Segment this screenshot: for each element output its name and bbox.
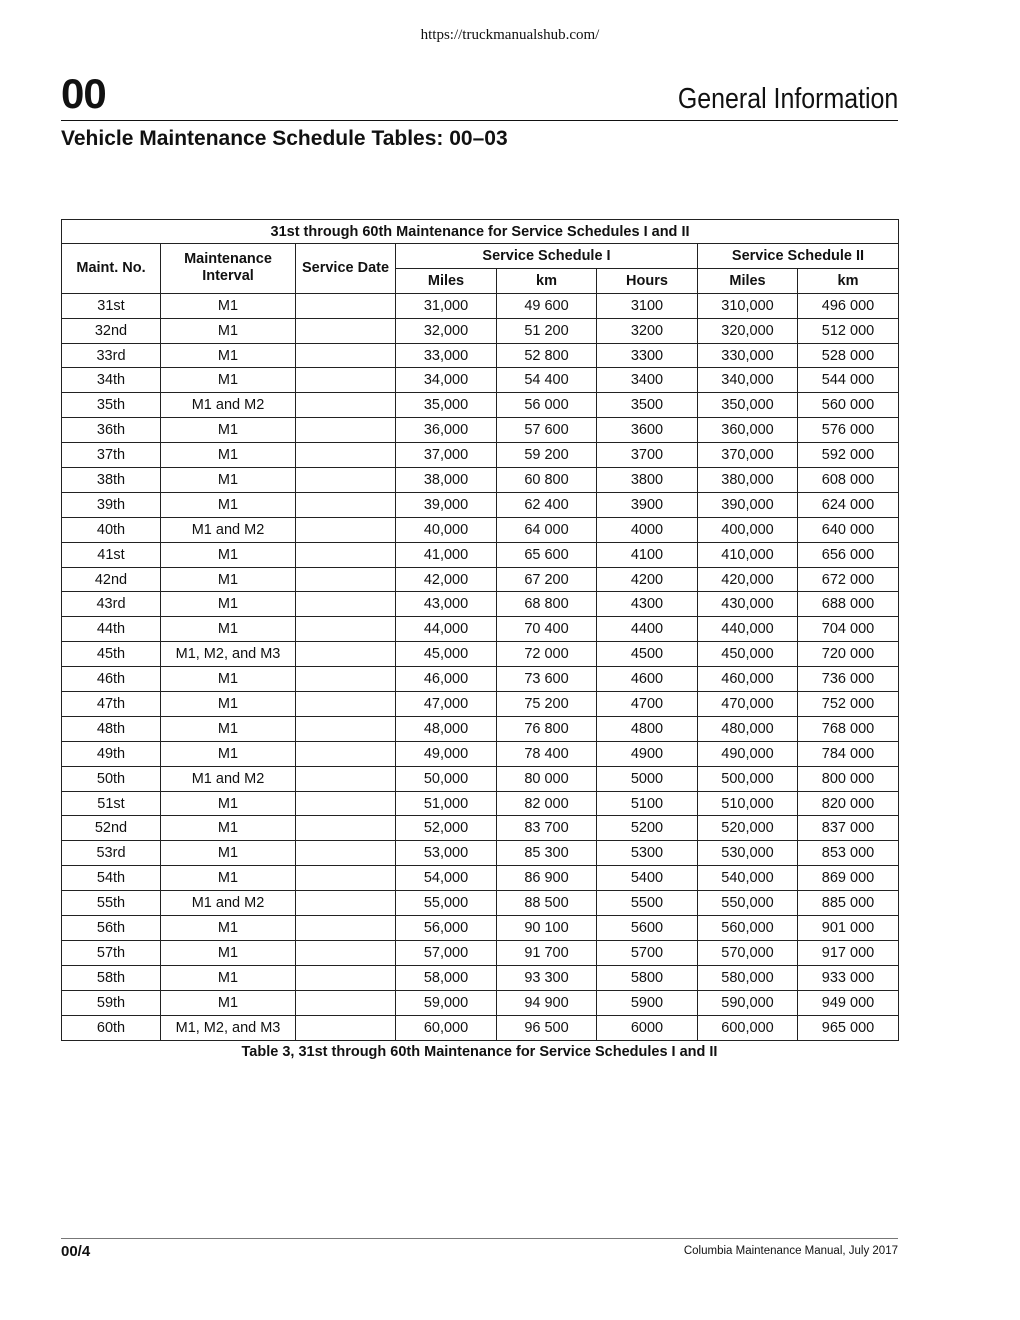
cell-s1-miles: 31,000 — [396, 293, 497, 318]
cell-s1-miles: 60,000 — [396, 1015, 497, 1040]
cell-s1-hours: 5700 — [597, 940, 698, 965]
cell-maint-no: 45th — [62, 642, 161, 667]
cell-s2-miles: 350,000 — [698, 393, 798, 418]
cell-maint-no: 36th — [62, 418, 161, 443]
table-row — [62, 791, 899, 816]
cell-s1-km: 82 000 — [497, 791, 597, 816]
table-row — [62, 443, 899, 468]
cell-interval: M1 — [161, 492, 296, 517]
cell-s2-km: 901 000 — [798, 916, 899, 941]
table-row — [62, 716, 899, 741]
table-row — [62, 741, 899, 766]
cell-service-date — [296, 816, 396, 841]
cell-s2-km: 704 000 — [798, 617, 899, 642]
cell-s1-hours: 4200 — [597, 567, 698, 592]
table-row — [62, 841, 899, 866]
cell-s1-miles: 41,000 — [396, 542, 497, 567]
cell-service-date — [296, 393, 396, 418]
cell-interval: M1 — [161, 940, 296, 965]
cell-s1-hours: 3300 — [597, 343, 698, 368]
cell-s1-miles: 47,000 — [396, 692, 497, 717]
cell-s1-km: 52 800 — [497, 343, 597, 368]
cell-s1-miles: 56,000 — [396, 916, 497, 941]
cell-s1-hours: 5100 — [597, 791, 698, 816]
cell-interval: M1 — [161, 617, 296, 642]
cell-s1-miles: 58,000 — [396, 965, 497, 990]
cell-maint-no: 33rd — [62, 343, 161, 368]
cell-service-date — [296, 617, 396, 642]
table-row — [62, 667, 899, 692]
cell-service-date — [296, 741, 396, 766]
cell-maint-no: 58th — [62, 965, 161, 990]
cell-s1-miles: 57,000 — [396, 940, 497, 965]
cell-service-date — [296, 368, 396, 393]
cell-service-date — [296, 418, 396, 443]
cell-s1-hours: 4400 — [597, 617, 698, 642]
cell-service-date — [296, 293, 396, 318]
cell-s2-km: 528 000 — [798, 343, 899, 368]
cell-interval: M1 — [161, 542, 296, 567]
cell-service-date — [296, 542, 396, 567]
cell-s2-km: 768 000 — [798, 716, 899, 741]
cell-maint-no: 43rd — [62, 592, 161, 617]
cell-s2-km: 640 000 — [798, 517, 899, 542]
table-row — [62, 567, 899, 592]
cell-s1-km: 62 400 — [497, 492, 597, 517]
cell-s1-km: 67 200 — [497, 567, 597, 592]
cell-s1-miles: 33,000 — [396, 343, 497, 368]
cell-s2-km: 752 000 — [798, 692, 899, 717]
header-service-schedule-2: Service Schedule II — [698, 244, 899, 269]
page-number: 00/4 — [61, 1243, 91, 1260]
cell-s1-miles: 54,000 — [396, 866, 497, 891]
table-row — [62, 816, 899, 841]
cell-s2-km: 608 000 — [798, 468, 899, 493]
cell-s1-km: 94 900 — [497, 990, 597, 1015]
cell-s1-km: 93 300 — [497, 965, 597, 990]
cell-service-date — [296, 692, 396, 717]
table-row — [62, 1015, 899, 1040]
cell-interval: M1 — [161, 343, 296, 368]
cell-s2-miles: 600,000 — [698, 1015, 798, 1040]
cell-s1-hours: 6000 — [597, 1015, 698, 1040]
cell-interval: M1 — [161, 866, 296, 891]
maintenance-schedule-table — [61, 219, 899, 1041]
header-s1-hours: Hours — [597, 268, 698, 293]
cell-s1-hours: 5800 — [597, 965, 698, 990]
cell-s1-km: 76 800 — [497, 716, 597, 741]
table-row — [62, 642, 899, 667]
cell-s1-miles: 40,000 — [396, 517, 497, 542]
cell-s2-miles: 480,000 — [698, 716, 798, 741]
cell-interval: M1, M2, and M3 — [161, 1015, 296, 1040]
cell-s1-miles: 46,000 — [396, 667, 497, 692]
cell-service-date — [296, 667, 396, 692]
cell-s2-miles: 410,000 — [698, 542, 798, 567]
header-s1-km: km — [497, 268, 597, 293]
cell-interval: M1 — [161, 692, 296, 717]
cell-service-date — [296, 567, 396, 592]
cell-s2-km: 853 000 — [798, 841, 899, 866]
cell-maint-no: 35th — [62, 393, 161, 418]
cell-s2-km: 672 000 — [798, 567, 899, 592]
table-row — [62, 617, 899, 642]
table-row — [62, 891, 899, 916]
cell-s2-km: 592 000 — [798, 443, 899, 468]
cell-service-date — [296, 343, 396, 368]
cell-s2-miles: 440,000 — [698, 617, 798, 642]
cell-maint-no: 57th — [62, 940, 161, 965]
cell-interval: M1 — [161, 318, 296, 343]
cell-s1-km: 88 500 — [497, 891, 597, 916]
table-caption: Table 3, 31st through 60th Maintenance for Service Schedules I and II — [241, 1044, 718, 1060]
cell-service-date — [296, 965, 396, 990]
cell-s1-hours: 4300 — [597, 592, 698, 617]
cell-service-date — [296, 940, 396, 965]
cell-s2-miles: 420,000 — [698, 567, 798, 592]
cell-maint-no: 40th — [62, 517, 161, 542]
cell-s1-km: 54 400 — [497, 368, 597, 393]
cell-s2-miles: 380,000 — [698, 468, 798, 493]
cell-s2-km: 820 000 — [798, 791, 899, 816]
cell-maint-no: 38th — [62, 468, 161, 493]
header-service-date: Service Date — [296, 244, 396, 294]
table-row — [62, 368, 899, 393]
cell-s1-km: 49 600 — [497, 293, 597, 318]
cell-s2-miles: 520,000 — [698, 816, 798, 841]
cell-s2-km: 576 000 — [798, 418, 899, 443]
cell-maint-no: 39th — [62, 492, 161, 517]
cell-maint-no: 50th — [62, 766, 161, 791]
cell-interval: M1 — [161, 791, 296, 816]
cell-maint-no: 41st — [62, 542, 161, 567]
cell-maint-no: 46th — [62, 667, 161, 692]
cell-s1-miles: 53,000 — [396, 841, 497, 866]
cell-s1-miles: 37,000 — [396, 443, 497, 468]
cell-maint-no: 53rd — [62, 841, 161, 866]
cell-interval: M1 — [161, 567, 296, 592]
cell-interval: M1 — [161, 841, 296, 866]
table-row — [62, 766, 899, 791]
cell-service-date — [296, 443, 396, 468]
cell-s1-km: 75 200 — [497, 692, 597, 717]
cell-s1-miles: 36,000 — [396, 418, 497, 443]
cell-maint-no: 44th — [62, 617, 161, 642]
cell-s1-km: 57 600 — [497, 418, 597, 443]
cell-s2-miles: 340,000 — [698, 368, 798, 393]
cell-s2-miles: 430,000 — [698, 592, 798, 617]
footer-rule — [61, 1238, 898, 1239]
cell-interval: M1 — [161, 418, 296, 443]
cell-s2-miles: 320,000 — [698, 318, 798, 343]
cell-s2-km: 949 000 — [798, 990, 899, 1015]
cell-s1-hours: 5200 — [597, 816, 698, 841]
cell-maint-no: 42nd — [62, 567, 161, 592]
header-maintenance-interval: Maintenance Interval — [161, 244, 296, 294]
cell-s1-hours: 5400 — [597, 866, 698, 891]
header-s2-km: km — [798, 268, 899, 293]
cell-service-date — [296, 791, 396, 816]
cell-maint-no: 34th — [62, 368, 161, 393]
cell-service-date — [296, 642, 396, 667]
header-s1-miles: Miles — [396, 268, 497, 293]
table-row — [62, 492, 899, 517]
cell-maint-no: 52nd — [62, 816, 161, 841]
cell-s2-km: 720 000 — [798, 642, 899, 667]
cell-s1-miles: 38,000 — [396, 468, 497, 493]
cell-s1-miles: 52,000 — [396, 816, 497, 841]
page-subtitle: Vehicle Maintenance Schedule Tables: 00–03 — [61, 127, 508, 150]
cell-s2-km: 560 000 — [798, 393, 899, 418]
cell-s1-hours: 4700 — [597, 692, 698, 717]
cell-s2-miles: 490,000 — [698, 741, 798, 766]
cell-s1-hours: 3500 — [597, 393, 698, 418]
table-row — [62, 940, 899, 965]
cell-service-date — [296, 916, 396, 941]
table-row — [62, 517, 899, 542]
cell-s1-miles: 32,000 — [396, 318, 497, 343]
cell-s1-km: 91 700 — [497, 940, 597, 965]
cell-service-date — [296, 866, 396, 891]
cell-s1-km: 65 600 — [497, 542, 597, 567]
section-title: General Information — [677, 83, 898, 115]
cell-maint-no: 37th — [62, 443, 161, 468]
table-title: 31st through 60th Maintenance for Service Schedules I and II — [62, 220, 899, 244]
cell-s2-miles: 550,000 — [698, 891, 798, 916]
cell-s1-hours: 4100 — [597, 542, 698, 567]
cell-maint-no: 31st — [62, 293, 161, 318]
cell-interval: M1 and M2 — [161, 517, 296, 542]
table-row — [62, 592, 899, 617]
table-row — [62, 990, 899, 1015]
cell-service-date — [296, 318, 396, 343]
table-row — [62, 965, 899, 990]
cell-s2-km: 965 000 — [798, 1015, 899, 1040]
cell-maint-no: 49th — [62, 741, 161, 766]
table-row — [62, 916, 899, 941]
header-maint-no: Maint. No. — [62, 244, 161, 294]
cell-interval: M1, M2, and M3 — [161, 642, 296, 667]
cell-s1-hours: 5300 — [597, 841, 698, 866]
cell-s2-km: 544 000 — [798, 368, 899, 393]
cell-s1-km: 72 000 — [497, 642, 597, 667]
cell-s2-km: 736 000 — [798, 667, 899, 692]
cell-s2-miles: 560,000 — [698, 916, 798, 941]
cell-s1-miles: 55,000 — [396, 891, 497, 916]
cell-s2-miles: 460,000 — [698, 667, 798, 692]
cell-service-date — [296, 1015, 396, 1040]
cell-s2-miles: 360,000 — [698, 418, 798, 443]
cell-s1-km: 56 000 — [497, 393, 597, 418]
cell-s1-miles: 49,000 — [396, 741, 497, 766]
cell-maint-no: 59th — [62, 990, 161, 1015]
cell-s1-miles: 42,000 — [396, 567, 497, 592]
cell-s2-miles: 590,000 — [698, 990, 798, 1015]
cell-s1-miles: 39,000 — [396, 492, 497, 517]
cell-maint-no: 60th — [62, 1015, 161, 1040]
cell-s1-km: 90 100 — [497, 916, 597, 941]
cell-s1-miles: 44,000 — [396, 617, 497, 642]
cell-s1-hours: 4900 — [597, 741, 698, 766]
cell-s2-miles: 330,000 — [698, 343, 798, 368]
cell-s2-miles: 510,000 — [698, 791, 798, 816]
table-row — [62, 318, 899, 343]
cell-s2-km: 933 000 — [798, 965, 899, 990]
cell-s1-miles: 35,000 — [396, 393, 497, 418]
cell-s1-hours: 5600 — [597, 916, 698, 941]
cell-s1-hours: 3900 — [597, 492, 698, 517]
source-url[interactable]: https://truckmanualshub.com/ — [420, 27, 600, 43]
cell-interval: M1 — [161, 816, 296, 841]
table-row — [62, 393, 899, 418]
cell-s1-hours: 4600 — [597, 667, 698, 692]
cell-s2-miles: 370,000 — [698, 443, 798, 468]
cell-s2-miles: 570,000 — [698, 940, 798, 965]
cell-s2-miles: 530,000 — [698, 841, 798, 866]
cell-s1-miles: 59,000 — [396, 990, 497, 1015]
manual-title: Columbia Maintenance Manual, July 2017 — [683, 1245, 898, 1257]
cell-s1-miles: 43,000 — [396, 592, 497, 617]
cell-s1-hours: 5000 — [597, 766, 698, 791]
cell-interval: M1 — [161, 716, 296, 741]
cell-s2-miles: 470,000 — [698, 692, 798, 717]
cell-s2-km: 496 000 — [798, 293, 899, 318]
cell-maint-no: 32nd — [62, 318, 161, 343]
table-row — [62, 293, 899, 318]
cell-s2-km: 688 000 — [798, 592, 899, 617]
cell-s1-hours: 3600 — [597, 418, 698, 443]
cell-interval: M1 and M2 — [161, 766, 296, 791]
cell-interval: M1 — [161, 443, 296, 468]
cell-s2-miles: 450,000 — [698, 642, 798, 667]
header-s2-miles: Miles — [698, 268, 798, 293]
table-body — [62, 293, 899, 1040]
cell-s2-miles: 400,000 — [698, 517, 798, 542]
cell-s1-km: 86 900 — [497, 866, 597, 891]
cell-s1-hours: 4000 — [597, 517, 698, 542]
cell-s2-miles: 540,000 — [698, 866, 798, 891]
cell-s1-km: 80 000 — [497, 766, 597, 791]
cell-s2-km: 512 000 — [798, 318, 899, 343]
cell-s1-miles: 51,000 — [396, 791, 497, 816]
cell-s2-km: 800 000 — [798, 766, 899, 791]
cell-service-date — [296, 468, 396, 493]
cell-interval: M1 — [161, 667, 296, 692]
cell-service-date — [296, 841, 396, 866]
table-row — [62, 343, 899, 368]
cell-service-date — [296, 492, 396, 517]
table-row — [62, 692, 899, 717]
cell-s2-km: 885 000 — [798, 891, 899, 916]
cell-maint-no: 48th — [62, 716, 161, 741]
cell-interval: M1 — [161, 965, 296, 990]
cell-s1-km: 96 500 — [497, 1015, 597, 1040]
cell-maint-no: 56th — [62, 916, 161, 941]
cell-s2-km: 784 000 — [798, 741, 899, 766]
cell-interval: M1 — [161, 368, 296, 393]
header-service-schedule-1: Service Schedule I — [396, 244, 698, 269]
cell-s2-miles: 500,000 — [698, 766, 798, 791]
cell-s1-miles: 34,000 — [396, 368, 497, 393]
cell-s1-hours: 5900 — [597, 990, 698, 1015]
cell-s1-km: 83 700 — [497, 816, 597, 841]
table-row — [62, 866, 899, 891]
cell-service-date — [296, 891, 396, 916]
cell-s2-km: 624 000 — [798, 492, 899, 517]
header-rule — [61, 120, 898, 121]
cell-s2-km: 869 000 — [798, 866, 899, 891]
cell-s1-hours: 3200 — [597, 318, 698, 343]
cell-service-date — [296, 716, 396, 741]
cell-interval: M1 — [161, 916, 296, 941]
cell-s1-miles: 45,000 — [396, 642, 497, 667]
cell-service-date — [296, 592, 396, 617]
cell-maint-no: 47th — [62, 692, 161, 717]
cell-s1-km: 73 600 — [497, 667, 597, 692]
cell-interval: M1 and M2 — [161, 393, 296, 418]
table-row — [62, 542, 899, 567]
cell-s1-km: 51 200 — [497, 318, 597, 343]
cell-s1-km: 70 400 — [497, 617, 597, 642]
cell-s1-hours: 4800 — [597, 716, 698, 741]
cell-s1-hours: 3400 — [597, 368, 698, 393]
cell-s1-miles: 50,000 — [396, 766, 497, 791]
cell-s1-km: 59 200 — [497, 443, 597, 468]
cell-s1-km: 78 400 — [497, 741, 597, 766]
cell-interval: M1 and M2 — [161, 891, 296, 916]
cell-s2-miles: 580,000 — [698, 965, 798, 990]
cell-s2-km: 837 000 — [798, 816, 899, 841]
cell-s1-km: 68 800 — [497, 592, 597, 617]
cell-interval: M1 — [161, 468, 296, 493]
cell-s1-hours: 3700 — [597, 443, 698, 468]
cell-maint-no: 55th — [62, 891, 161, 916]
cell-s2-km: 917 000 — [798, 940, 899, 965]
cell-s1-km: 60 800 — [497, 468, 597, 493]
cell-s1-hours: 3800 — [597, 468, 698, 493]
cell-service-date — [296, 766, 396, 791]
cell-maint-no: 51st — [62, 791, 161, 816]
cell-s1-hours: 5500 — [597, 891, 698, 916]
cell-s1-hours: 3100 — [597, 293, 698, 318]
cell-s2-miles: 390,000 — [698, 492, 798, 517]
cell-s2-km: 656 000 — [798, 542, 899, 567]
section-number: 00 — [61, 70, 106, 117]
cell-s1-km: 85 300 — [497, 841, 597, 866]
table-row — [62, 418, 899, 443]
cell-s2-miles: 310,000 — [698, 293, 798, 318]
cell-interval: M1 — [161, 990, 296, 1015]
cell-s1-km: 64 000 — [497, 517, 597, 542]
cell-interval: M1 — [161, 741, 296, 766]
cell-interval: M1 — [161, 592, 296, 617]
cell-service-date — [296, 990, 396, 1015]
cell-s1-hours: 4500 — [597, 642, 698, 667]
cell-maint-no: 54th — [62, 866, 161, 891]
cell-service-date — [296, 517, 396, 542]
cell-s1-miles: 48,000 — [396, 716, 497, 741]
cell-interval: M1 — [161, 293, 296, 318]
table-row — [62, 468, 899, 493]
